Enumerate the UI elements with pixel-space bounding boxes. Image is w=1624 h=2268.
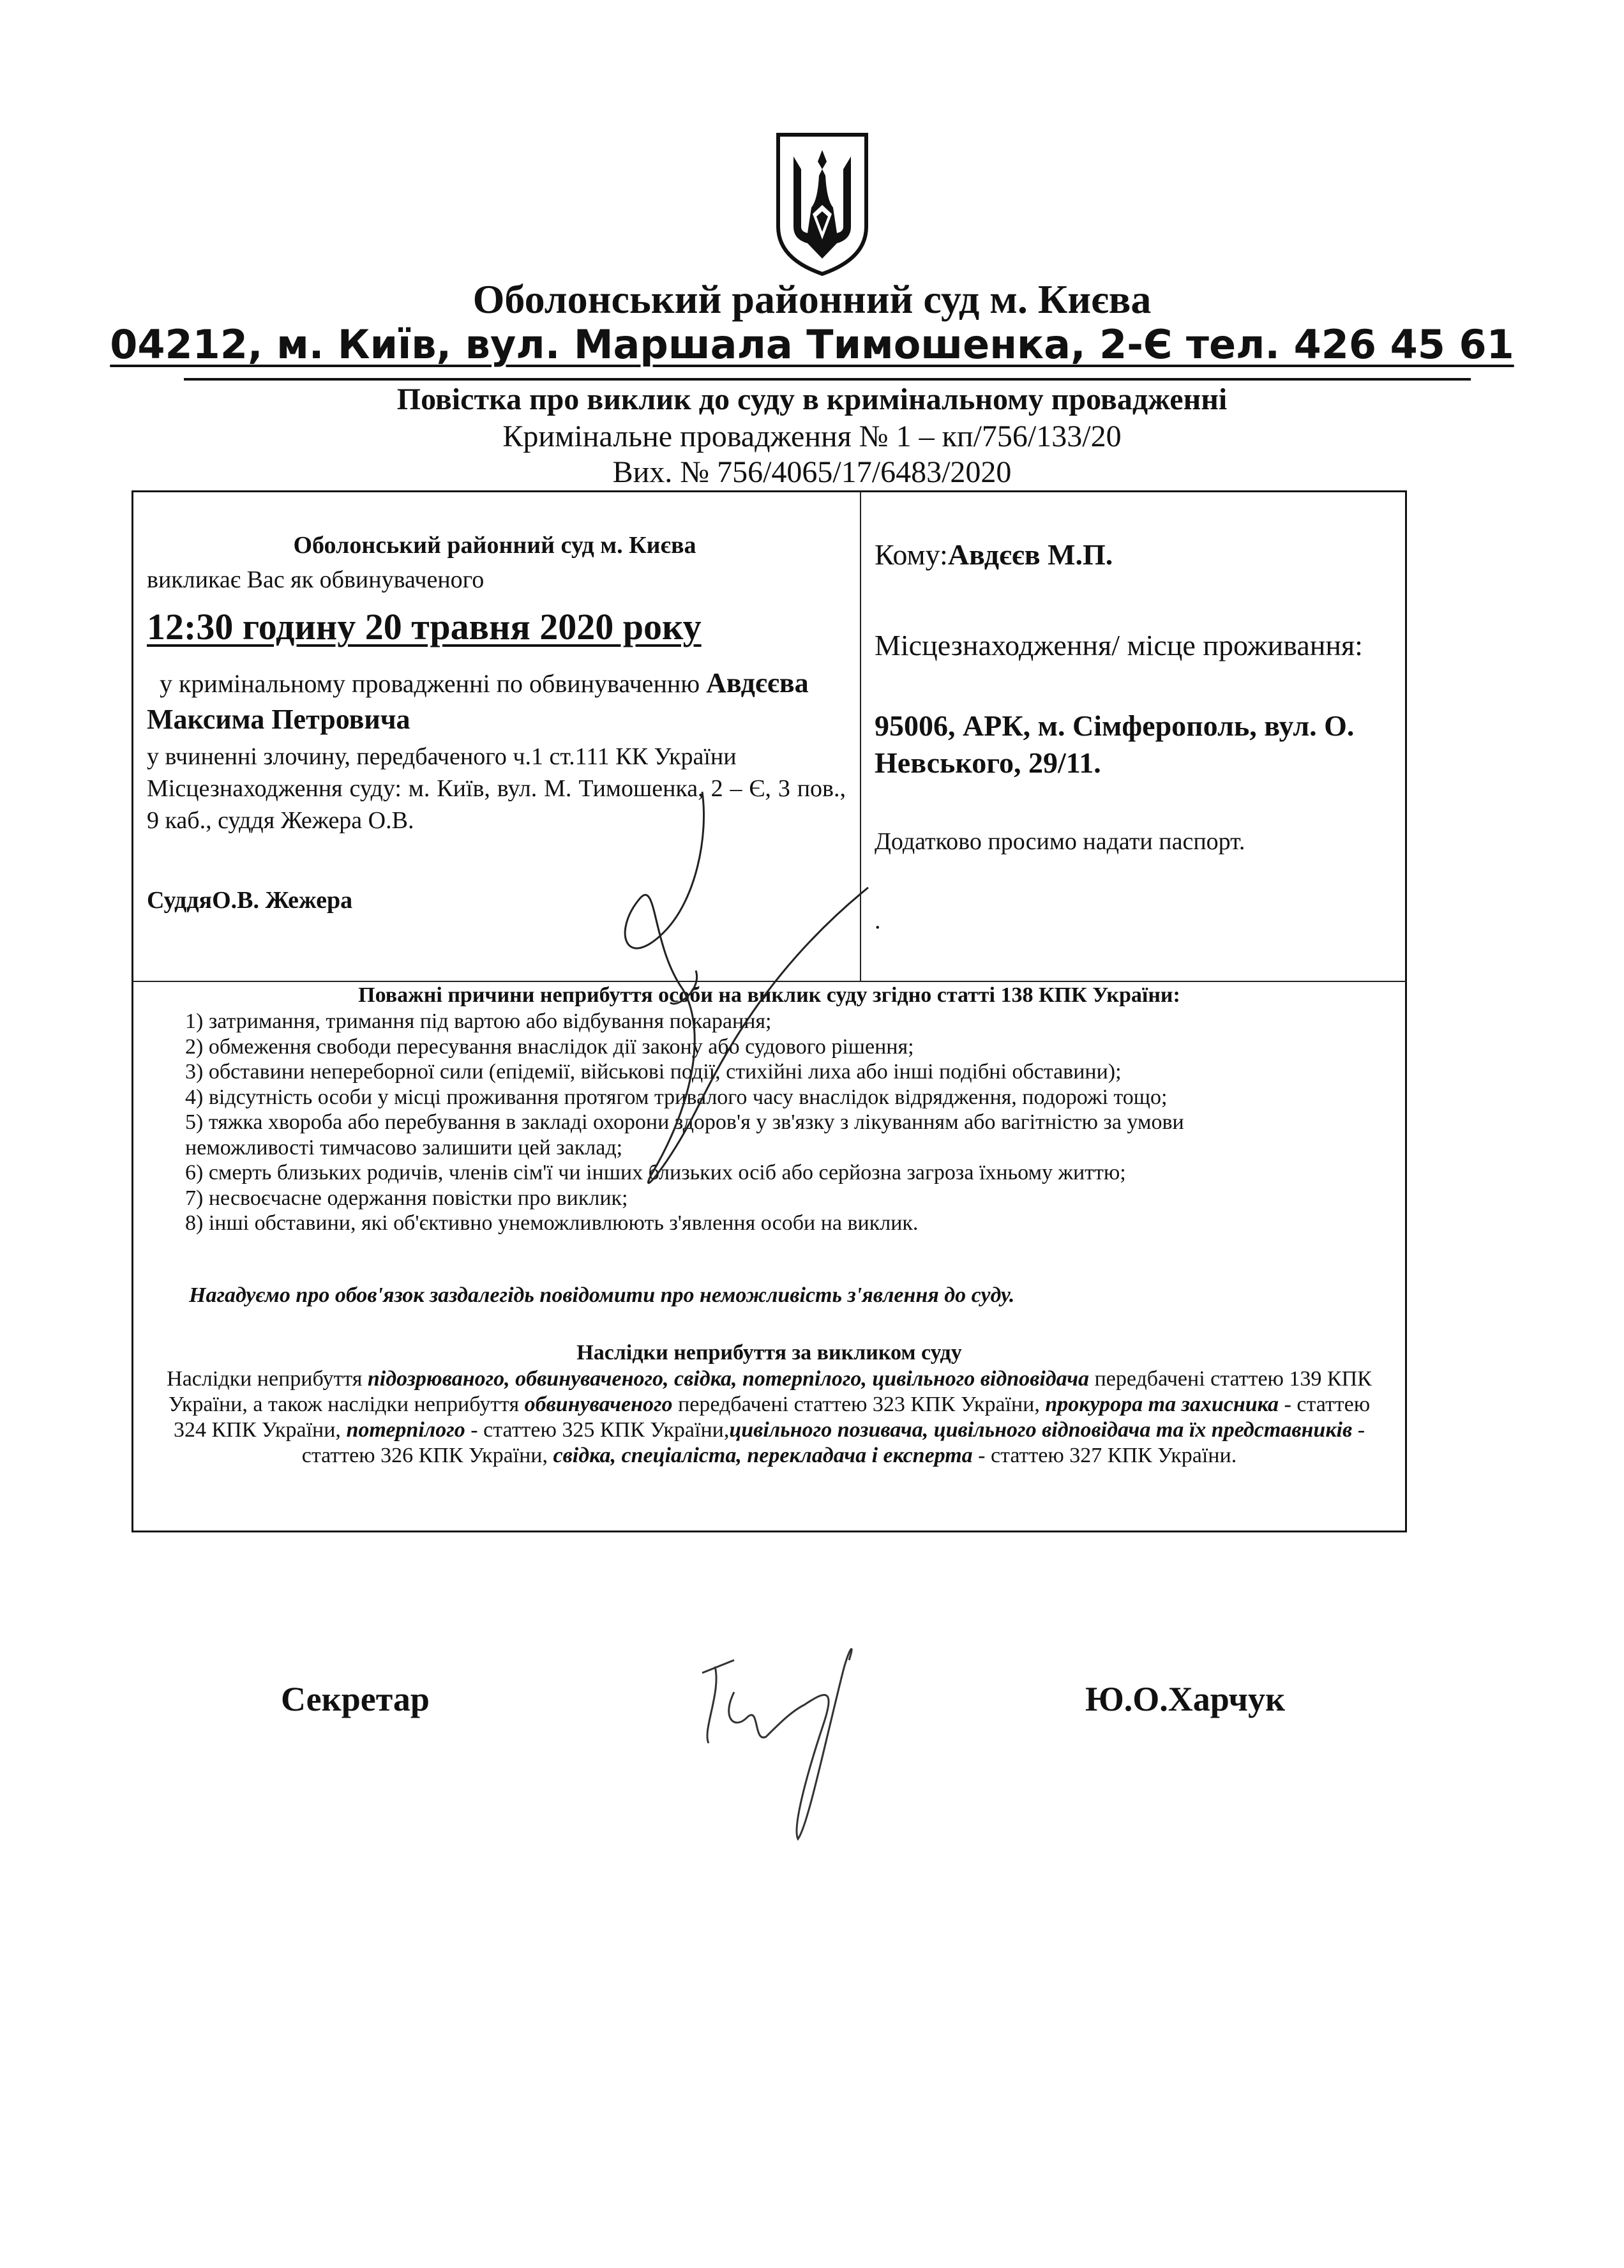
recipient [875, 538, 1113, 571]
residence-address: 95006, АРК, м. Сімферополь, вул. О. Невського, 29/11. [875, 709, 1355, 779]
reason-item: 4) відсутність особи у місці проживання протягом тривалого часу внаслідок відрядження, подорожі тощо; [185, 1085, 1168, 1109]
judge-name: СуддяО.В. Жежера [147, 887, 353, 914]
header-divider [184, 378, 1471, 381]
consequences-part: - статтею 327 КПК України. [972, 1444, 1237, 1467]
consequences-part: прокурора та захисника [1045, 1393, 1279, 1416]
consequences-part: потерпілого [346, 1418, 465, 1442]
reason-item: 8) інші обставини, які об'єктивно унеможливлюють з'явлення особи на виклик. [185, 1211, 919, 1235]
consequences-title: Наслідки неприбуття за викликом суду [576, 1341, 962, 1365]
passport-request: Додатково просимо надати паспорт. [875, 828, 1245, 855]
reason-item: 2) обмеження свободи пересування внаслідок дії закону або судового рішення; [185, 1034, 914, 1059]
hearing-datetime: 12:30 годину 20 травня 2020 року [147, 606, 702, 647]
reason-item: 3) обставини непереборної сили (епідемії, військові події, стихійні лиха або інші подібні обставини); [185, 1060, 1122, 1084]
consequences-part: - статтею 325 КПК України, [465, 1418, 730, 1442]
recipient-name: Авдєєв М.П. [947, 538, 1113, 571]
accused-name: Авдєєва Максима Петровича [147, 667, 809, 735]
left-court-name: Оболонський районний суд м. Києва [293, 532, 696, 559]
stray-dot: . [875, 907, 881, 934]
consequences-text [160, 1366, 1379, 1469]
consequences-part: Наслідки неприбуття [167, 1367, 368, 1391]
secretary-signature [696, 1635, 881, 1852]
court-title: Оболонський районний суд м. Києва [472, 276, 1152, 322]
court-location: Місцезнаходження суду: м. Київ, вул. М. Тимошенка, 2 – Є, 3 пов., 9 каб., суддя Жежера О.В. [147, 775, 846, 834]
secretary-label: Секретар [281, 1680, 430, 1718]
consequences-part: - статтею 324 КПК України, [173, 1393, 1371, 1442]
judge-signature [600, 779, 887, 1213]
court-address: 04212, м. Київ, вул. Маршала Тимошенка, 2-Є тел. 426 45 61 [110, 321, 1514, 368]
consequences-part: передбачені статтею 139 КПК України, а також наслідки неприбуття [168, 1367, 1372, 1416]
crime-description: у вчиненні злочину, передбаченого ч.1 ст.111 КК України [147, 743, 737, 770]
summons-title: Повістка про виклик до суду в кримінальному провадженні [396, 382, 1228, 416]
trident-emblem-icon [774, 131, 870, 276]
reminder-note: Нагадуємо про обов'язок заздалегідь повідомити про неможливість з'явлення до суду. [189, 1283, 1015, 1307]
reason-item: 6) смерть близьких родичів, членів сім'ї чи інших близьких осіб або серйозна загроза їхньому життю; [185, 1161, 1126, 1184]
consequences-part: передбачені статтею 323 КПК України, [672, 1393, 1046, 1416]
reason-item: 1) затримання, тримання під вартою або відбування покарання; [185, 1009, 772, 1033]
consequences-part: - статтею 326 КПК України, [301, 1418, 1365, 1467]
proceedings-number: Кримінальне провадження № 1 – кп/756/133/20 [502, 420, 1122, 453]
proceedings-description [147, 665, 846, 738]
recipient-label: Кому: [875, 538, 948, 571]
consequences-part: свідка, спеціаліста, перекладача і експерта [553, 1444, 973, 1467]
outgoing-number: Вих. № 756/4065/17/6483/2020 [612, 455, 1012, 489]
summons-invite: викликає Вас як обвинуваченого [147, 566, 485, 593]
residence-label: Місцезнаходження/ місце проживання: [875, 629, 1363, 662]
reason-item: 5) тяжка хвороба або перебування в закладі охорони здоров'я у зв'язку з лікуванням або вагітністю за умови [185, 1110, 1184, 1134]
consequences-part: обвинуваченого [524, 1393, 673, 1416]
proceedings-prefix: у кримінальному провадженні по обвинуваченню [160, 669, 707, 698]
reasons-title: Поважні причини неприбуття особи на виклик суду згідно статті 138 КПК України: [358, 983, 1180, 1007]
reason-item: неможливості тимчасово залишити цей заклад; [185, 1135, 623, 1160]
reason-item: 7) несвоєчасне одержання повістки про виклик; [185, 1186, 628, 1210]
consequences-part: цивільного позивача, цивільного відповідача та їх представників [729, 1418, 1353, 1442]
consequences-part: підозрюваного, обвинуваченого, свідка, потерпілого, цивільного відповідача [367, 1367, 1090, 1391]
secretary-name: Ю.О.Харчук [1085, 1680, 1286, 1718]
